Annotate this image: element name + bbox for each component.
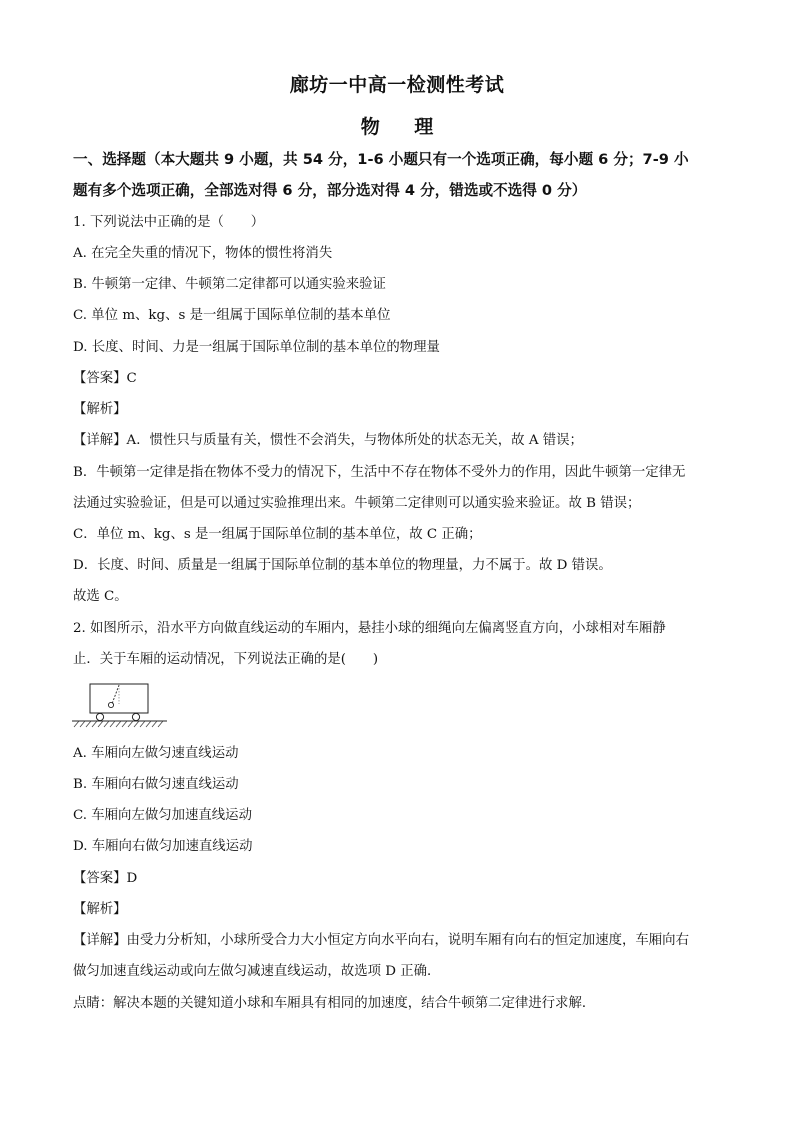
pendulum-string [112, 685, 119, 704]
q2-option-c: C. 车厢向左做匀加速直线运动 [73, 808, 252, 823]
q1-detail-line: 【详解】A．惯性只与质量有关，惯性不会消失，与物体所处的状态无关，故 A 错误； [73, 433, 583, 448]
q2-option-d: D. 车厢向右做匀加速直线运动 [73, 839, 253, 854]
pendulum-ball [108, 702, 113, 707]
q2-option-b: B. 车厢向右做匀速直线运动 [73, 777, 239, 792]
q2-detail-line1: 【详解】由受力分析知，小球所受合力大小恒定方向水平向右，说明车厢有向右的恒定加速度，车厢向右 [73, 933, 689, 948]
q1-answer: 【答案】C [73, 371, 137, 386]
section-heading-line2: 题有多个选项正确，全部选对得 6 分，部分选对得 4 分，错选或不选得 0 分） [73, 182, 587, 199]
q1-analysis-label: 【解析】 [73, 402, 127, 417]
q2-comment: 点睛：解决本题的关键知道小球和车厢具有相同的加速度，结合牛顿第二定律进行求解． [73, 996, 596, 1011]
q2-stem-line1: 2. 如图所示，沿水平方向做直线运动的车厢内，悬挂小球的细绳向左偏离竖直方向，小球相对车厢静 [73, 621, 666, 636]
q2-option-a: A. 车厢向左做匀速直线运动 [73, 746, 239, 761]
q1-detail-line: C．单位 m、kg、s 是一组属于国际单位制的基本单位，故 C 正确； [73, 527, 482, 542]
ground-hatching [74, 721, 163, 727]
q1-detail-line: D．长度、时间、质量是一组属于国际单位制的基本单位的物理量，力不属于。故 D 错误。 [73, 558, 612, 573]
q1-detail-line: 法通过实验验证，但是可以通过实验推理出来。牛顿第二定律则可以通实验来验证。故 B 错误； [73, 496, 641, 511]
q1-option-d: D. 长度、时间、力是一组属于国际单位制的基本单位的物理量 [73, 340, 440, 355]
left-wheel [96, 713, 103, 720]
q1-option-b: B. 牛顿第一定律、牛顿第二定律都可以通实验来验证 [73, 277, 386, 292]
q1-stem: 1. 下列说法中正确的是（ ） [73, 215, 265, 230]
q1-detail-line: 故选 C。 [73, 589, 128, 604]
subject-title: 物 理 [360, 116, 448, 138]
q1-detail-line: B．牛顿第一定律是指在物体不受力的情况下，生活中不存在物体不受外力的作用，因此牛顿第一定律无 [73, 465, 686, 480]
q1-option-c: C. 单位 m、kg、s 是一组属于国际单位制的基本单位 [73, 308, 391, 323]
q2-stem-line2: 止．关于车厢的运动情况，下列说法正确的是( ) [73, 652, 379, 667]
section-heading-line1: 一、选择题（本大题共 9 小题，共 54 分，1-6 小题只有一个选项正确，每小题 6 分；7-9 小 [73, 151, 689, 168]
q2-detail-line2: 做匀加速直线运动或向左做匀减速直线运动，故选项 D 正确． [73, 964, 441, 979]
right-wheel [132, 713, 139, 720]
exam-title: 廊坊一中高一检测性考试 [289, 74, 505, 96]
q2-analysis-label: 【解析】 [73, 902, 127, 917]
q1-option-a: A. 在完全失重的情况下，物体的惯性将消失 [73, 246, 333, 261]
railcar-pendulum-figure [70, 682, 170, 730]
q2-answer: 【答案】D [73, 871, 138, 886]
